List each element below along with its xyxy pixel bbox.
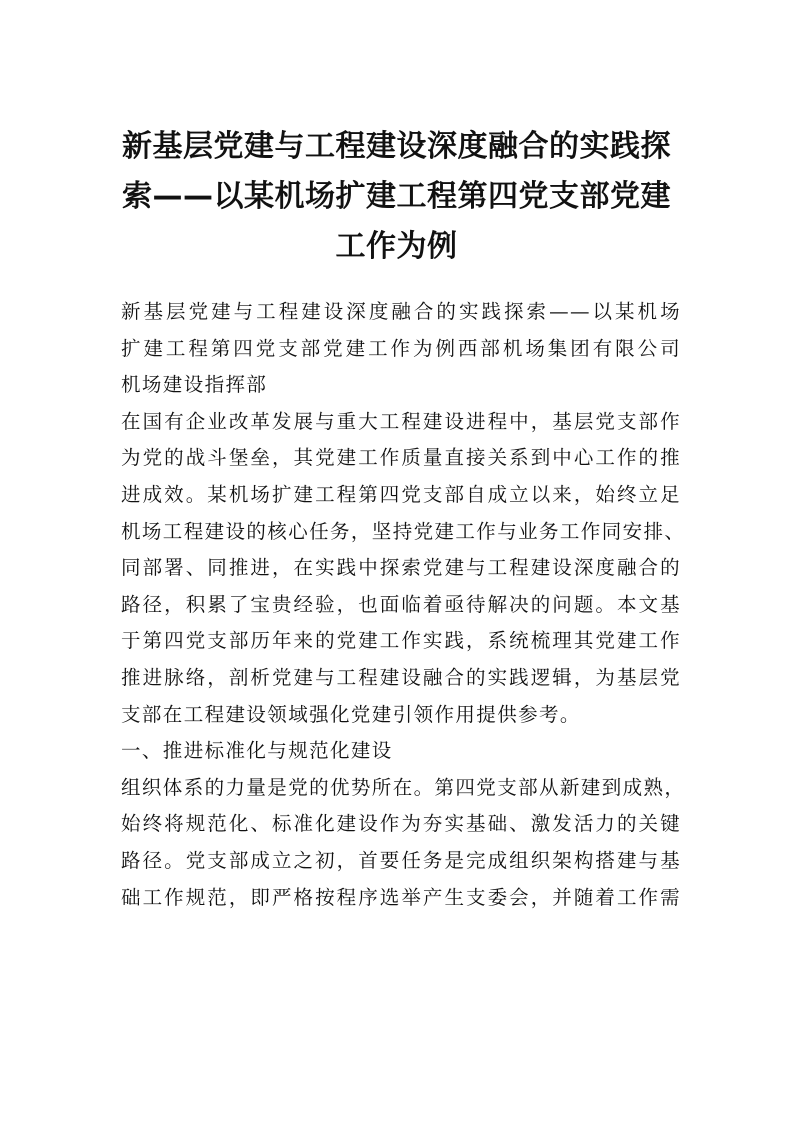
intro-paragraph [121,294,681,404]
text-line: 机场工程建设的核心任务，坚持党建工作与业务工作同安排、 [121,519,686,543]
text-line: 为党的战斗堡垒，其党建工作质量直接关系到中心工作的推 [121,446,681,470]
section-heading: 一、推进标准化与规范化建设 [121,739,393,763]
title-line: 新基层党建与工程建设深度融合的实践探 [122,129,671,164]
text-line: 始终将规范化、标准化建设作为夯实基础、激发活力的关键 [121,812,681,836]
title-line: 工作为例 [335,229,458,264]
text-line: 组织体系的力量是党的优势所在。第四党支部从新建到成熟， [121,775,686,799]
body-paragraph-1 [121,404,686,733]
text-line: 同部署、同推进，在实践中探索党建与工程建设深度融合的 [121,556,681,580]
document-title [110,122,683,272]
text-line: 进成效。某机场扩建工程第四党支部自成立以来，始终立足 [121,482,681,506]
document-body [121,294,686,916]
body-paragraph-2 [121,770,686,916]
text-line: 机场建设指挥部 [121,373,268,397]
text-line: 扩建工程第四党支部党建工作为例西部机场集团有限公司 [121,336,681,360]
text-line: 支部在工程建设领域强化党建引领作用提供参考。 [121,702,581,726]
text-line: 在国有企业改革发展与重大工程建设进程中，基层党支部作 [121,409,681,433]
text-line: 路径，积累了宝贵经验，也面临着亟待解决的问题。本文基 [121,592,681,616]
text-line: 础工作规范，即严格按程序选举产生支委会，并随着工作需 [121,885,681,909]
text-line: 新基层党建与工程建设深度融合的实践探索——以某机场 [121,300,681,323]
text-line: 路径。党支部成立之初，首要任务是完成组织架构搭建与基 [121,848,681,872]
text-line: 推进脉络，剖析党建与工程建设融合的实践逻辑，为基层党 [121,665,681,689]
title-line: 索——以某机场扩建工程第四党支部党建 [122,179,671,214]
text-line: 于第四党支部历年来的党建工作实践，系统梳理其党建工作 [121,629,681,653]
